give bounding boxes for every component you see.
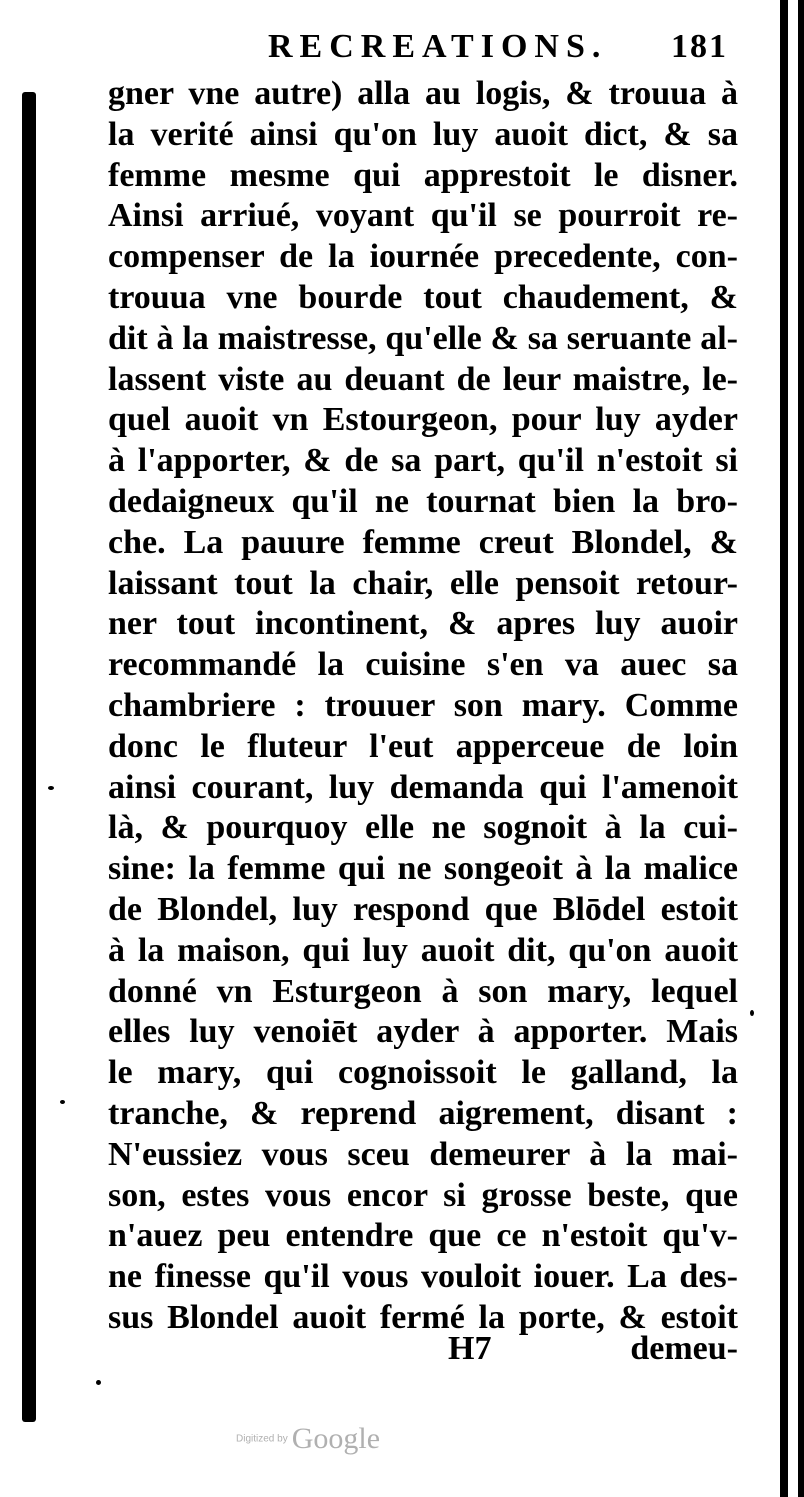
text-line: recommandé la cuisine s'en va auec sa [108, 646, 738, 684]
watermark-brand: Google [291, 1422, 381, 1455]
page-number: 181 [671, 28, 728, 65]
text-line: ner tout incontinent, & apres luy auoir [108, 605, 738, 643]
text-line: donc le fluteur l'eut apperceue de loin [108, 727, 738, 765]
text-line: femme mesme qui apprestoit le disner. [108, 156, 738, 194]
text-line: le mary, qui cognoissoit le galland, la [108, 1054, 738, 1092]
text-line: N'eussiez vous sceu demeurer à la mai- [108, 1135, 738, 1173]
binding-shadow [22, 192, 28, 252]
text-line: sine: la femme qui ne songeoit à la malice [108, 850, 738, 888]
text-line: trouua vne bourde tout chaudement, & [108, 278, 738, 316]
text-line: à l'apporter, & de sa part, qu'il n'estoit si [108, 442, 738, 480]
text-line: n'auez peu entendre que ce n'estoit qu'v- [108, 1217, 738, 1255]
ink-speck [60, 1100, 65, 1104]
ink-speck [48, 786, 54, 790]
signature-mark: H7 [448, 1330, 492, 1367]
text-line: lassent viste au deuant de leur maistre, le- [108, 360, 738, 398]
text-line: la verité ainsi qu'on luy auoit dict, & sa [108, 115, 738, 153]
page-edge-gap [788, 0, 798, 1497]
text-line: elles luy venoiēt ayder à apporter. Mais [108, 1013, 738, 1051]
text-line: che. La pauure femme creut Blondel, & [108, 523, 738, 561]
text-line: son, estes vous encor si grosse beste, que [108, 1176, 738, 1214]
ink-speck [750, 1010, 754, 1016]
text-line: dit à la maistresse, qu'elle & sa seruante al- [108, 319, 738, 357]
text-line: là, & pourquoy elle ne sognoit à la cui- [108, 809, 738, 847]
text-line: laissant tout la chair, elle pensoit retour- [108, 564, 738, 602]
text-line: Ainsi arriué, voyant qu'il se pourroit re- [108, 197, 738, 235]
ink-speck [96, 1380, 101, 1385]
page-header [268, 28, 728, 72]
text-line: ainsi courant, luy demanda qui l'amenoit [108, 768, 738, 806]
catchword: demeu- [630, 1330, 738, 1367]
text-line: quel auoit vn Estourgeon, pour luy ayder [108, 401, 738, 439]
text-line: donné vn Esturgeon à son mary, lequel [108, 972, 738, 1010]
text-line: dedaigneux qu'il ne tournat bien la bro- [108, 482, 738, 520]
body-text [108, 74, 738, 1339]
text-line: sus Blondel auoit fermé la porte, & estoit [108, 1298, 738, 1336]
text-line: tranche, & reprend aigrement, disant : [108, 1094, 738, 1132]
watermark-prefix: Digitized by [236, 1433, 288, 1445]
page-binding-edge-left [22, 92, 36, 1422]
text-line: ne finesse qu'il vous vouloit iouer. La des- [108, 1258, 738, 1296]
page-footer [108, 1330, 738, 1374]
text-line: gner vne autre) alla au logis, & trouua à [108, 75, 738, 112]
text-line: compenser de la iournée precedente, con- [108, 238, 738, 276]
digitization-watermark [236, 1422, 380, 1456]
text-line: à la maison, qui luy auoit dit, qu'on auoit [108, 931, 738, 969]
running-title: RECREATIONS. [268, 28, 608, 65]
text-line: chambriere : trouuer son mary. Comme [108, 686, 738, 724]
text-line: de Blondel, luy respond que Blōdel estoit [108, 890, 738, 928]
